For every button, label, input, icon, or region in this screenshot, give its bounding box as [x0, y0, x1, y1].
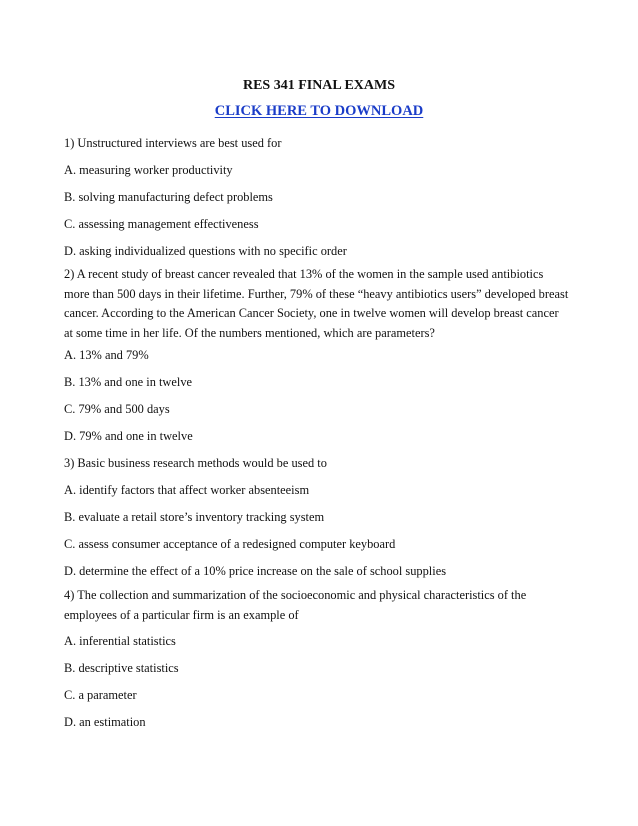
question-3-text: 3) Basic business research methods would be used to: [64, 456, 327, 470]
question-4-option-b: B. descriptive statistics: [64, 661, 179, 675]
download-link[interactable]: CLICK HERE TO DOWNLOAD: [214, 103, 424, 119]
question-4-text: 4) The collection and summarization of the socioeconomic and physical characteristics of the employees of a particular firm is an example of: [64, 588, 527, 622]
question-1-option-b: B. solving manufacturing defect problems: [64, 190, 273, 204]
question-3-option-d: D. determine the effect of a 10% price increase on the sale of school supplies: [64, 564, 447, 578]
question-3-option-a: A. identify factors that affect worker absenteeism: [64, 483, 310, 497]
question-1-option-c: C. assessing management effectiveness: [64, 217, 259, 231]
question-4-option-d: D. an estimation: [64, 715, 146, 729]
question-2-option-b: B. 13% and one in twelve: [64, 375, 193, 389]
question-4-option-c: C. a parameter: [64, 688, 137, 702]
question-1-option-d: D. asking individualized questions with no specific order: [64, 244, 347, 258]
question-1-text: 1) Unstructured interviews are best used for: [64, 136, 282, 150]
question-2-option-c: C. 79% and 500 days: [64, 402, 170, 416]
question-2-option-a: A. 13% and 79%: [64, 348, 149, 362]
question-2-option-d: D. 79% and one in twelve: [64, 429, 193, 443]
question-1-option-a: A. measuring worker productivity: [64, 163, 233, 177]
question-3-option-b: B. evaluate a retail store’s inventory tracking system: [64, 510, 325, 524]
document-title: RES 341 FINAL EXAMS: [242, 78, 396, 93]
question-4-option-a: A. inferential statistics: [64, 634, 176, 648]
question-3-option-c: C. assess consumer acceptance of a redesigned computer keyboard: [64, 537, 396, 551]
question-2-text: 2) A recent study of breast cancer revealed that 13% of the women in the sample used antibiotics more than 500 days in their lifetime. Further, 79% of these “heavy antibiotics users” developed breast cancer. According to the American Cancer Society, one in twelve women will develop breast cancer at some time in her life. Of the numbers mentioned, which are parameters?: [64, 267, 569, 341]
download-link-wrapper: [0, 103, 638, 120]
